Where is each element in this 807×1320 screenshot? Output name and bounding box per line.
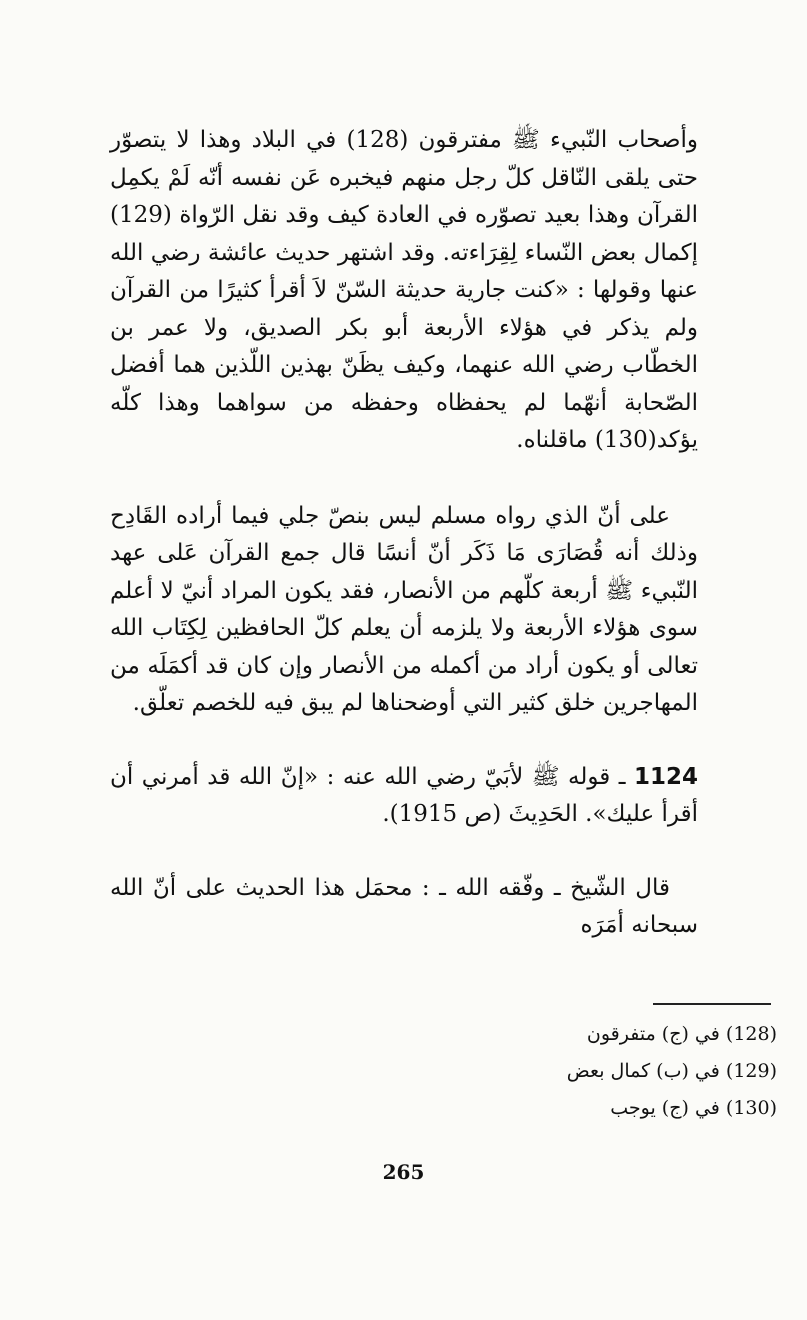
footnote-130: (130) في (ج) يوجب <box>610 1097 777 1119</box>
paragraph-1: وأصحاب النّبيء ﷺ مفترقون (128) في البلاد وهذا لا يتصوّر حتى يلقى النّاقل كلّ رجل منهم فيخبره عَن نفسه أنّه لَمْ يكمِل القرآن وهذا بعيد تصوّره في العادة كيف وقد نقل الرّواة (129) إكمال بعض النّساء لِقِرَاءته. وقد اشتهر حديث عائشة رضي الله عنها وقولها : «كنت جارية حديثة السّنّ لاَ أقرأ كثيرًا من القرآن ولم يذكر في هؤلاء الأربعة أبو بكر الصديق، ولا عمر بن الخطّاب رضي الله عنهما، وكيف يظَنّ بهذين اللّذين هما أفضل الصّحابة أنهّما لم يحفظاه وحفظه من سواهما وهذا كلّه يؤكد(130) ماقلناه. <box>110 127 698 453</box>
footnote-divider <box>653 1003 771 1005</box>
footnote-128: (128) في (ج) متفرقون <box>586 1023 777 1045</box>
page-number: 265 <box>382 1160 425 1184</box>
paragraph-2: على أنّ الذي رواه مسلم ليس بنصّ جلي فيما أراده القَادِح وذلك أنه قُصَارَى مَا ذَكَر أنّ أنسًا قال جمع القرآن عَلى عهد النّبيء ﷺ أربعة كلّهم من الأنصار، فقد يكون المراد أنيّ لا أعلم سوى هؤلاء الأربعة ولا يلزمه أن يعلم كلّ الحافظين لِكِتَاب الله تعالى أو يكون أراد من أكمله من الأنصار وإن كان قد أكمَلَه من المهاجرين خلق كثير التي أوضحناها لم يبق فيه للخصم تعلّق. <box>110 502 698 716</box>
hadith-number: 1124 <box>633 763 698 790</box>
commentary-paragraph: قال الشّيخ ـ وفّقه الله ـ : محمَل هذا الحديث على أنّ الله سبحانه أمَرَه <box>110 874 698 938</box>
main-text <box>110 122 698 945</box>
hadith-text: ـ قوله ﷺ لأبَيّ رضي الله عنه : «إنّ الله قد أمرني أن أقرأ عليك». الحَدِيثَ (ص 1915). <box>110 763 698 827</box>
footnote-129: (129) في (ب) كمال بعض <box>566 1060 777 1082</box>
hadith-entry <box>110 759 698 834</box>
footnotes <box>420 1016 777 1127</box>
